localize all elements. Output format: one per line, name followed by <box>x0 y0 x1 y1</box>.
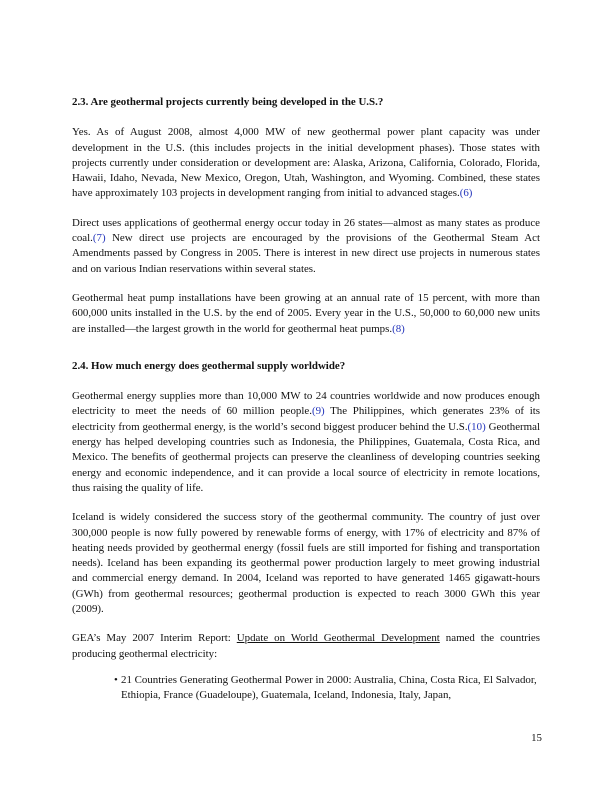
section-2-4-heading: 2.4. How much energy does geothermal supply worldwide? <box>72 359 346 372</box>
section-2-3-paragraph-1 <box>72 125 540 201</box>
country-list <box>72 673 540 704</box>
paragraph-text: Geothermal energy supplies more than 10,000 MW to 24 countries worldwide and now produces enough electricity to meet the needs of 60 million people. <box>72 390 540 418</box>
paragraph-text: Geothermal energy has helped developing countries such as Indonesia, the Philippines, Guatemala, Costa Rica, and Mexico. The benefits of geothermal projects can preserve the cleanliness of developing countries seeking energy and economic independence, and it can provide a local source of electricity in remote locations, thus raising the quality of life. <box>72 420 540 494</box>
paragraph-text: Direct uses applications of geothermal energy occur today in 26 states—almost as many states as produce coal. <box>72 216 540 245</box>
list-item <box>114 673 540 704</box>
page-number: 15 <box>531 732 542 744</box>
paragraph-text: The Philippines, which generates 23% of its electricity from geothermal energy, is the world’s second biggest producer behind the U.S. <box>72 405 540 433</box>
section-2-3-heading: 2.3. Are geothermal projects currently being developed in the U.S.? <box>72 96 384 108</box>
paragraph-text: GEA’s May 2007 Interim Report: <box>72 632 237 645</box>
citation-7[interactable]: (7) <box>92 232 106 245</box>
report-title-link[interactable]: Update on World Geothermal Development <box>236 632 440 645</box>
page-content <box>72 95 540 704</box>
section-2-3-paragraph-2 <box>72 216 540 277</box>
list-item-text: 21 Countries Generating Geothermal Power in 2000: Australia, China, Costa Rica, El Salvador, Ethiopia, France (Guadeloupe), Guatemala, Iceland, Indonesia, Italy, Japan, <box>121 673 537 702</box>
section-2-4-paragraph-1 <box>72 389 540 496</box>
paragraph-text: Yes. As of August 2008, almost 4,000 MW of new geothermal power plant capacity was under development in the U.S. (this includes projects in the initial development phases). Those states with projects currently under consideration or development are: Alaska, Arizona, California, Colorado, Florida, Hawaii, Idaho, Nevada, New Mexico, Oregon, Utah, Washington, and Wyoming. Combined, these states have approximately 103 projects in development ranging from initial to advanced stages. <box>72 126 540 200</box>
section-2-4-paragraph-2: Iceland is widely considered the success story of the geothermal community. The country of just over 300,000 people is now fully powered by renewable forms of energy, with 17% of electricity and 87% of heating needs provided by geothermal energy (fossil fuels are still imported for fishing and transportation needs). Iceland has been expanding its geothermal power production largely to meet growing industrial and commercial energy demand. In 2004, Iceland was reported to have generated 1465 gigawatt-hours (GWh) from geothermal resources; geothermal production is expected to reach 3000 GWh this year (2009). <box>72 511 540 616</box>
section-2-3-paragraph-3 <box>72 291 540 337</box>
citation-10[interactable]: (10) <box>467 420 486 433</box>
bullet-icon: • <box>114 673 118 686</box>
paragraph-text: New direct use projects are encouraged by the provisions of the Geothermal Steam Act Amendments passed by Congress in 2005. There is interest in new direct use projects in numerous states and on various Indian reservations within several states. <box>72 232 540 275</box>
paragraph-text: named the countries producing geothermal electricity: <box>72 632 540 660</box>
citation-8[interactable]: (8) <box>392 322 405 335</box>
citation-9[interactable]: (9) <box>311 405 325 418</box>
section-2-4-paragraph-3 <box>72 631 540 662</box>
paragraph-text: Geothermal heat pump installations have been growing at an annual rate of 15 percent, with more than 600,000 units installed in the U.S. by the end of 2005. Every year in the U.S., 50,000 to 60,000 new units are installed—the largest growth in the world for geothermal heat pumps. <box>72 291 540 335</box>
citation-6[interactable]: (6) <box>459 187 473 200</box>
